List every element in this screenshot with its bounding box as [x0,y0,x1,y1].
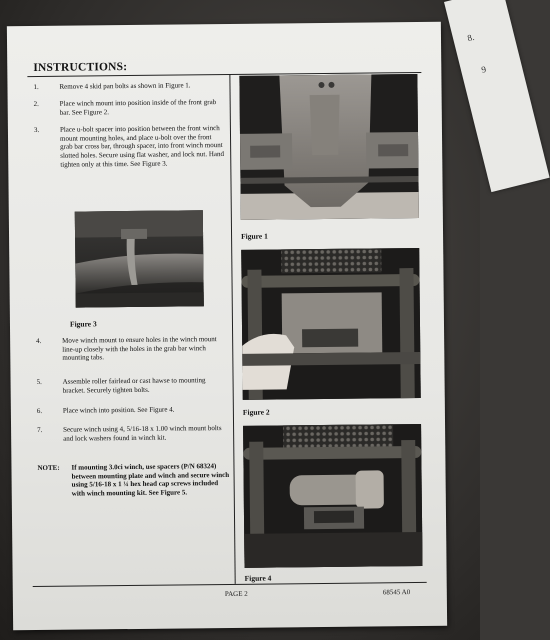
step-text: Move winch mount to ensure holes in the winch mount line-up closely with the holes in the grab bar winch mounting tabs. [62,335,217,363]
step-4 [30,335,230,363]
column-divider [229,74,235,584]
step-text: Place u-bolt spacer into position between the front winch mount mounting holes, and place u-bolt over the front grab bar cross bar, through spacer, into front winch mount slotted holes. Secure using flat washer, and lock nut. Hand tighten only at this time. See Figure 3. [59,124,225,169]
step-number: 4. [36,336,42,345]
step-7 [31,424,231,443]
step-1 [27,81,227,92]
step-number: 5. [36,377,42,386]
step-number: 7. [37,425,43,434]
figure-1-caption: Figure 1 [241,231,268,241]
figure-3-caption: Figure 3 [69,319,97,329]
step-text: Place winch mount into position inside of the front grab bar. See Figure 2. [59,98,217,117]
page-heading: INSTRUCTIONS: [33,61,128,75]
page-content [27,56,427,618]
page-number: PAGE 2 [224,589,248,599]
figure-4-caption: Figure 4 [244,573,272,583]
step-number: 1. [33,82,39,92]
note-text: If mounting 3.0ci winch, use spacers (P/N 68324) between mounting plate and winch and secure winch using 5/16-18 x 1 ¼ hex head cap screws included with winch mounting kit. See Figure 5. [71,462,230,498]
step-3 [28,124,228,169]
step-number: 3. [33,125,40,135]
step-text: Remove 4 skid pan bolts as shown in Figure 1. [59,81,191,91]
step-text: Place winch into position. See Figure 4. [62,405,175,415]
note-label: NOTE: [37,463,60,472]
step-text: Secure winch using 4, 5/16-18 x 1.00 winch mount bolts and lock washers found in winch kit. [63,424,222,443]
figure-3-photo [75,210,204,307]
note-block [31,462,231,498]
step-6 [31,405,231,415]
bottom-rule [33,582,427,587]
document-id: 68545 A0 [382,588,411,597]
step-number: 2. [33,99,39,109]
step-text: Assemble roller fairlead or cast hawse to mounting bracket. Securely tighten bolts. [62,376,206,395]
step-number: 6. [36,406,43,415]
adjacent-page-text-a: 8. [466,31,476,44]
adjacent-page-text-b: 9 [480,63,488,75]
step-2 [28,98,228,117]
figure-2-photo [241,248,421,400]
step-5 [31,376,231,395]
instruction-page [7,22,447,631]
figure-2-caption: Figure 2 [242,407,270,417]
figure-1-photo [239,74,418,220]
figure-4-photo [243,424,422,568]
